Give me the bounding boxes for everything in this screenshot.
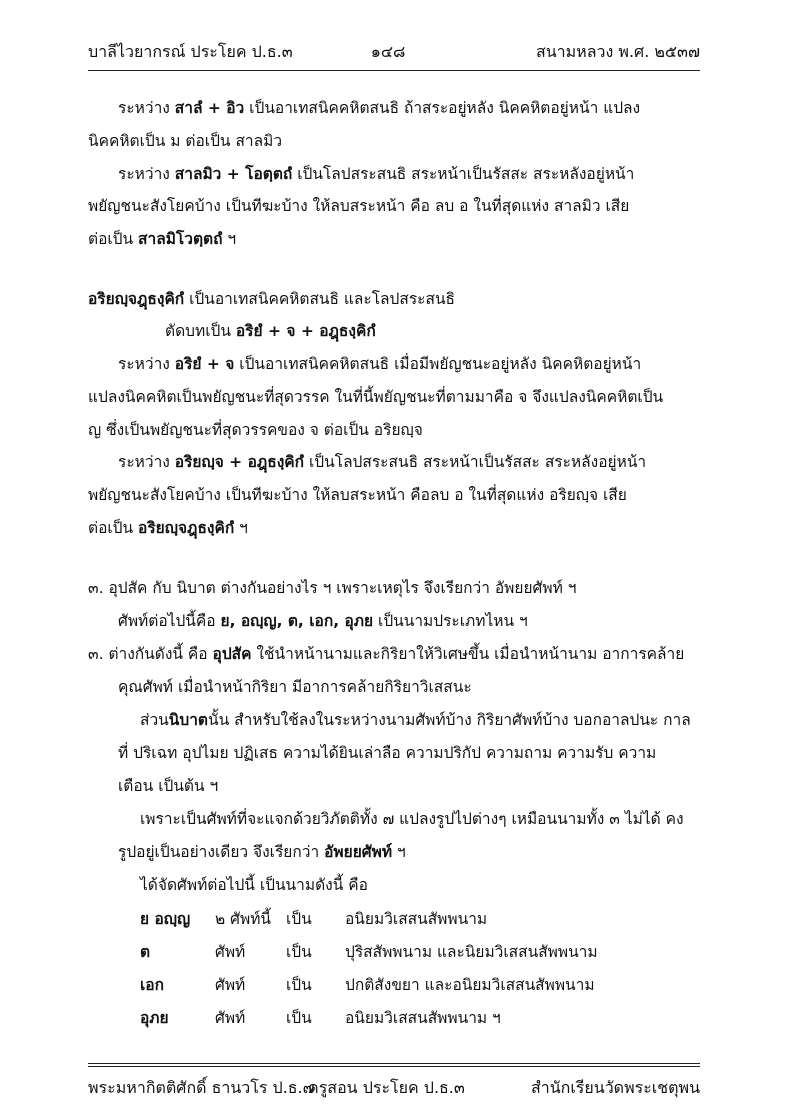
answer-line: รูปอยู่เป็นอย่างเดียว จึงเรียกว่า อัพยยศัพท์ ฯ <box>118 843 406 861</box>
footer-rule-top <box>88 1063 700 1064</box>
page-footer <box>88 1076 700 1100</box>
table-type: ปกติสังขยา และอนิยมวิเสสนสัพพนาม <box>345 976 595 994</box>
answer-line: เตือน เป็นต้น ฯ <box>118 777 219 795</box>
question-line: ๓. อุปสัค กับ นิบาต ต่างกันอย่างไร ฯ เพราะเหตุไร จึงเรียกว่า อัพยยศัพท์ ฯ <box>88 579 577 597</box>
table-type: อนิยมวิเสสนสัพพนาม ฯ <box>345 1009 501 1027</box>
footer-role: ครูสอน ประโยค ป.ธ.๓ <box>308 1078 465 1097</box>
header-rule <box>88 70 700 71</box>
table-mid: ศัพท์ <box>215 943 246 961</box>
page-header <box>88 40 700 64</box>
paragraph-line: ระหว่าง สาลมิว + โอตฺตถํ เป็นโลปสระสนธิ สระหน้าเป็นรัสสะ สระหลังอยู่หน้า <box>118 165 635 183</box>
footer-institution: สำนักเรียนวัดพระเชตุพน <box>530 1078 700 1097</box>
paragraph-line: ระหว่าง สาลํ + อิว เป็นอาเทสนิคคหิตสนธิ ถ้าสระอยู่หลัง นิคคหิตอยู่หน้า แปลง <box>118 99 641 117</box>
answer-line: ได้จัดศัพท์ต่อไปนี้ เป็นนามดังนี้ คือ <box>140 876 368 894</box>
answer-line: ๓. ต่างกันดังนี้ คือ อุปสัค ใช้นำหน้านามและกิริยาให้วิเศษขึ้น เมื่อนำหน้านาม อาการคล้าย <box>88 645 685 663</box>
page-number: ๑๔๘ <box>370 42 406 61</box>
answer-line: ส่วนนิบาตนั้น สำหรับใช้ลงในระหว่างนามศัพท์บ้าง กิริยาศัพท์บ้าง บอกอาลปนะ กาล <box>140 711 691 729</box>
table-word: เอก <box>140 976 164 994</box>
paragraph-line: พยัญชนะสังโยคบ้าง เป็นทีฆะบ้าง ให้ลบสระหน้า คือ ลบ อ ในที่สุดแห่ง สาลมิว เสีย <box>88 197 630 215</box>
answer-line: เพราะเป็นศัพท์ที่จะแจกด้วยวิภัตติทั้ง ๗ แปลงรูปไปต่างๆ เหมือนนามทั้ง ๓ ไม่ได้ คง <box>140 810 684 828</box>
header-exam-year: สนามหลวง พ.ศ. ๒๕๓๗ <box>535 42 700 61</box>
table-verb: เป็น <box>286 976 312 994</box>
footer-author: พระมหากิตติศักดิ์ ธานวโร ป.ธ.๗ <box>88 1078 315 1097</box>
answer-line: คุณศัพท์ เมื่อนำหน้ากิริยา มีอาการคล้ายกิริยาวิเสสนะ <box>118 678 472 696</box>
table-word: ต <box>140 943 151 961</box>
table-type: ปุริสสัพพนาม และนิยมวิเสสนสัพพนาม <box>345 943 598 961</box>
table-mid: ศัพท์ <box>215 976 246 994</box>
paragraph-line: นิคคหิตเป็น ม ต่อเป็น สาลมิว <box>88 132 283 150</box>
paragraph-line: ต่อเป็น อริยญฺจฎฺธงฺคิกํ ฯ <box>88 519 248 537</box>
paragraph-line: แปลงนิคคหิตเป็นพยัญชนะที่สุดวรรค ในที่นี้พยัญชนะที่ตามมาคือ จ จึงแปลงนิคคหิตเป็น <box>88 388 664 406</box>
paragraph-line: ญ ซึ่งเป็นพยัญชนะที่สุดวรรคของ จ ต่อเป็น อริยญฺจ <box>88 421 423 439</box>
table-mid: ศัพท์ <box>215 1009 246 1027</box>
table-mid: ๒ ศัพท์นี้ <box>215 910 272 928</box>
answer-line: ที่ ปริเฉท อุปไมย ปฏิเสธ ความได้ยินเล่าลือ ความปริกัป ความถาม ความรับ ความ <box>118 744 657 762</box>
table-word: อุภย <box>140 1009 169 1027</box>
header-book-title: บาลีไวยากรณ์ ประโยค ป.ธ.๓ <box>88 42 293 61</box>
paragraph-line: ระหว่าง อริยํ + จ เป็นอาเทสนิคคหิตสนธิ เมื่อมีพยัญชนะอยู่หลัง นิคคหิตอยู่หน้า <box>118 355 642 373</box>
table-type: อนิยมวิเสสนสัพพนาม <box>345 910 488 928</box>
table-verb: เป็น <box>286 910 312 928</box>
footer-rule-bottom <box>88 1066 700 1067</box>
table-word: ย อญฺญ <box>140 910 191 928</box>
paragraph-line: ระหว่าง อริยญฺจ + อฎฺธงฺคิกํ เป็นโลปสระสนธิ สระหน้าเป็นรัสสะ สระหลังอยู่หน้า <box>118 453 647 471</box>
table-verb: เป็น <box>286 943 312 961</box>
question-line: ศัพท์ต่อไปนี้คือ ย, อญฺญ, ต, เอก, อุภย เป็นนามประเภทไหน ฯ <box>118 612 528 630</box>
paragraph-line: พยัญชนะสังโยคบ้าง เป็นทีฆะบ้าง ให้ลบสระหน้า คือลบ อ ในที่สุดแห่ง อริยญฺจ เสีย <box>88 486 627 504</box>
section-heading: อริยญฺจฎฺธงฺคิกํ เป็นอาเทสนิคคหิตสนธิ และโลปสระสนธิ <box>88 290 456 308</box>
paragraph-line: ต่อเป็น สาลมิโวตฺตถํ ฯ <box>88 230 237 248</box>
paragraph-line: ตัดบทเป็น อริยํ + จ + อฎฺธงฺคิกํ <box>165 322 376 340</box>
table-verb: เป็น <box>286 1009 312 1027</box>
